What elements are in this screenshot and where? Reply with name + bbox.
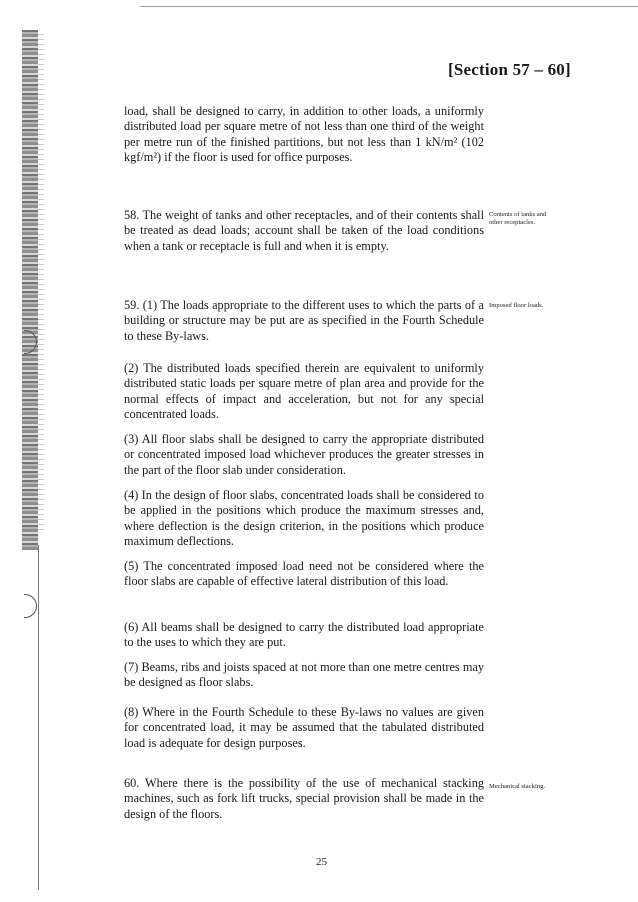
margin-note-59: Imposed floor loads. — [489, 302, 544, 309]
paragraph-59-8: (8) Where in the Fourth Schedule to these By-laws no values are given for concentrated load, it may be assumed that the tabulated distributed load is adequate for design purposes. — [124, 705, 484, 750]
scan-binding-edge — [22, 30, 38, 550]
paragraph-58: 58. The weight of tanks and other receptacles, and of their contents shall be treated as dead loads; account shall be taken of the load conditions when a tank or receptacle is full and when it is empty. — [124, 208, 484, 253]
paragraph-59-4: (4) In the design of floor slabs, concentrated loads shall be considered to be applied in the positions which produce the maximum stresses and, where deflection is the design criterion, in the positions which produce maximum deflections. — [124, 488, 484, 549]
paragraph-59-6: (6) All beams shall be designed to carry the distributed load appropriate to the uses to which they are put. — [124, 620, 484, 650]
paragraph-59-7: (7) Beams, ribs and joists spaced at not more than one metre centres may be designed as floor slabs. — [124, 660, 484, 690]
paragraph-59-2: (2) The distributed loads specified therein are equivalent to uniformly distributed static loads per square metre of plan area and provide for the normal effects of impact and acceleration, but not for any special concentrated loads. — [124, 361, 484, 422]
paragraph-59-5: (5) The concentrated imposed load need not be considered where the floor slabs are capable of effective lateral distribution of this load. — [124, 559, 484, 589]
binder-hole-mark — [24, 594, 37, 618]
top-rule — [140, 6, 638, 7]
paragraph-60: 60. Where there is the possibility of the use of mechanical stacking machines, such as fork lift trucks, special provision shall be made in the design of the floors. — [124, 776, 484, 821]
paragraph-57-continued: load, shall be designed to carry, in addition to other loads, a uniformly distributed load per square metre of not less than one third of the weight per metre run of the finished partitions, but not less than 1 kN/m² (102 kgf/m²) if the floor is used for office purposes. — [124, 104, 484, 165]
section-header: [Section 57 – 60] — [448, 60, 571, 79]
margin-note-58: Contents of tanks and other receptacles. — [489, 211, 547, 227]
scan-binding-shadow — [38, 34, 44, 534]
paragraph-59-1: 59. (1) The loads appropriate to the different uses to which the parts of a building or structure may be put are as specified in the Fourth Schedule to these By-laws. — [124, 298, 484, 343]
page-number: 25 — [316, 856, 327, 868]
paragraph-59-3: (3) All floor slabs shall be designed to carry the appropriate distributed or concentrated imposed load whichever produces the greater stresses in the part of the floor slab under consideration. — [124, 432, 484, 477]
margin-note-60: Mechanical stacking. — [489, 783, 546, 790]
left-margin-rule — [38, 545, 39, 890]
